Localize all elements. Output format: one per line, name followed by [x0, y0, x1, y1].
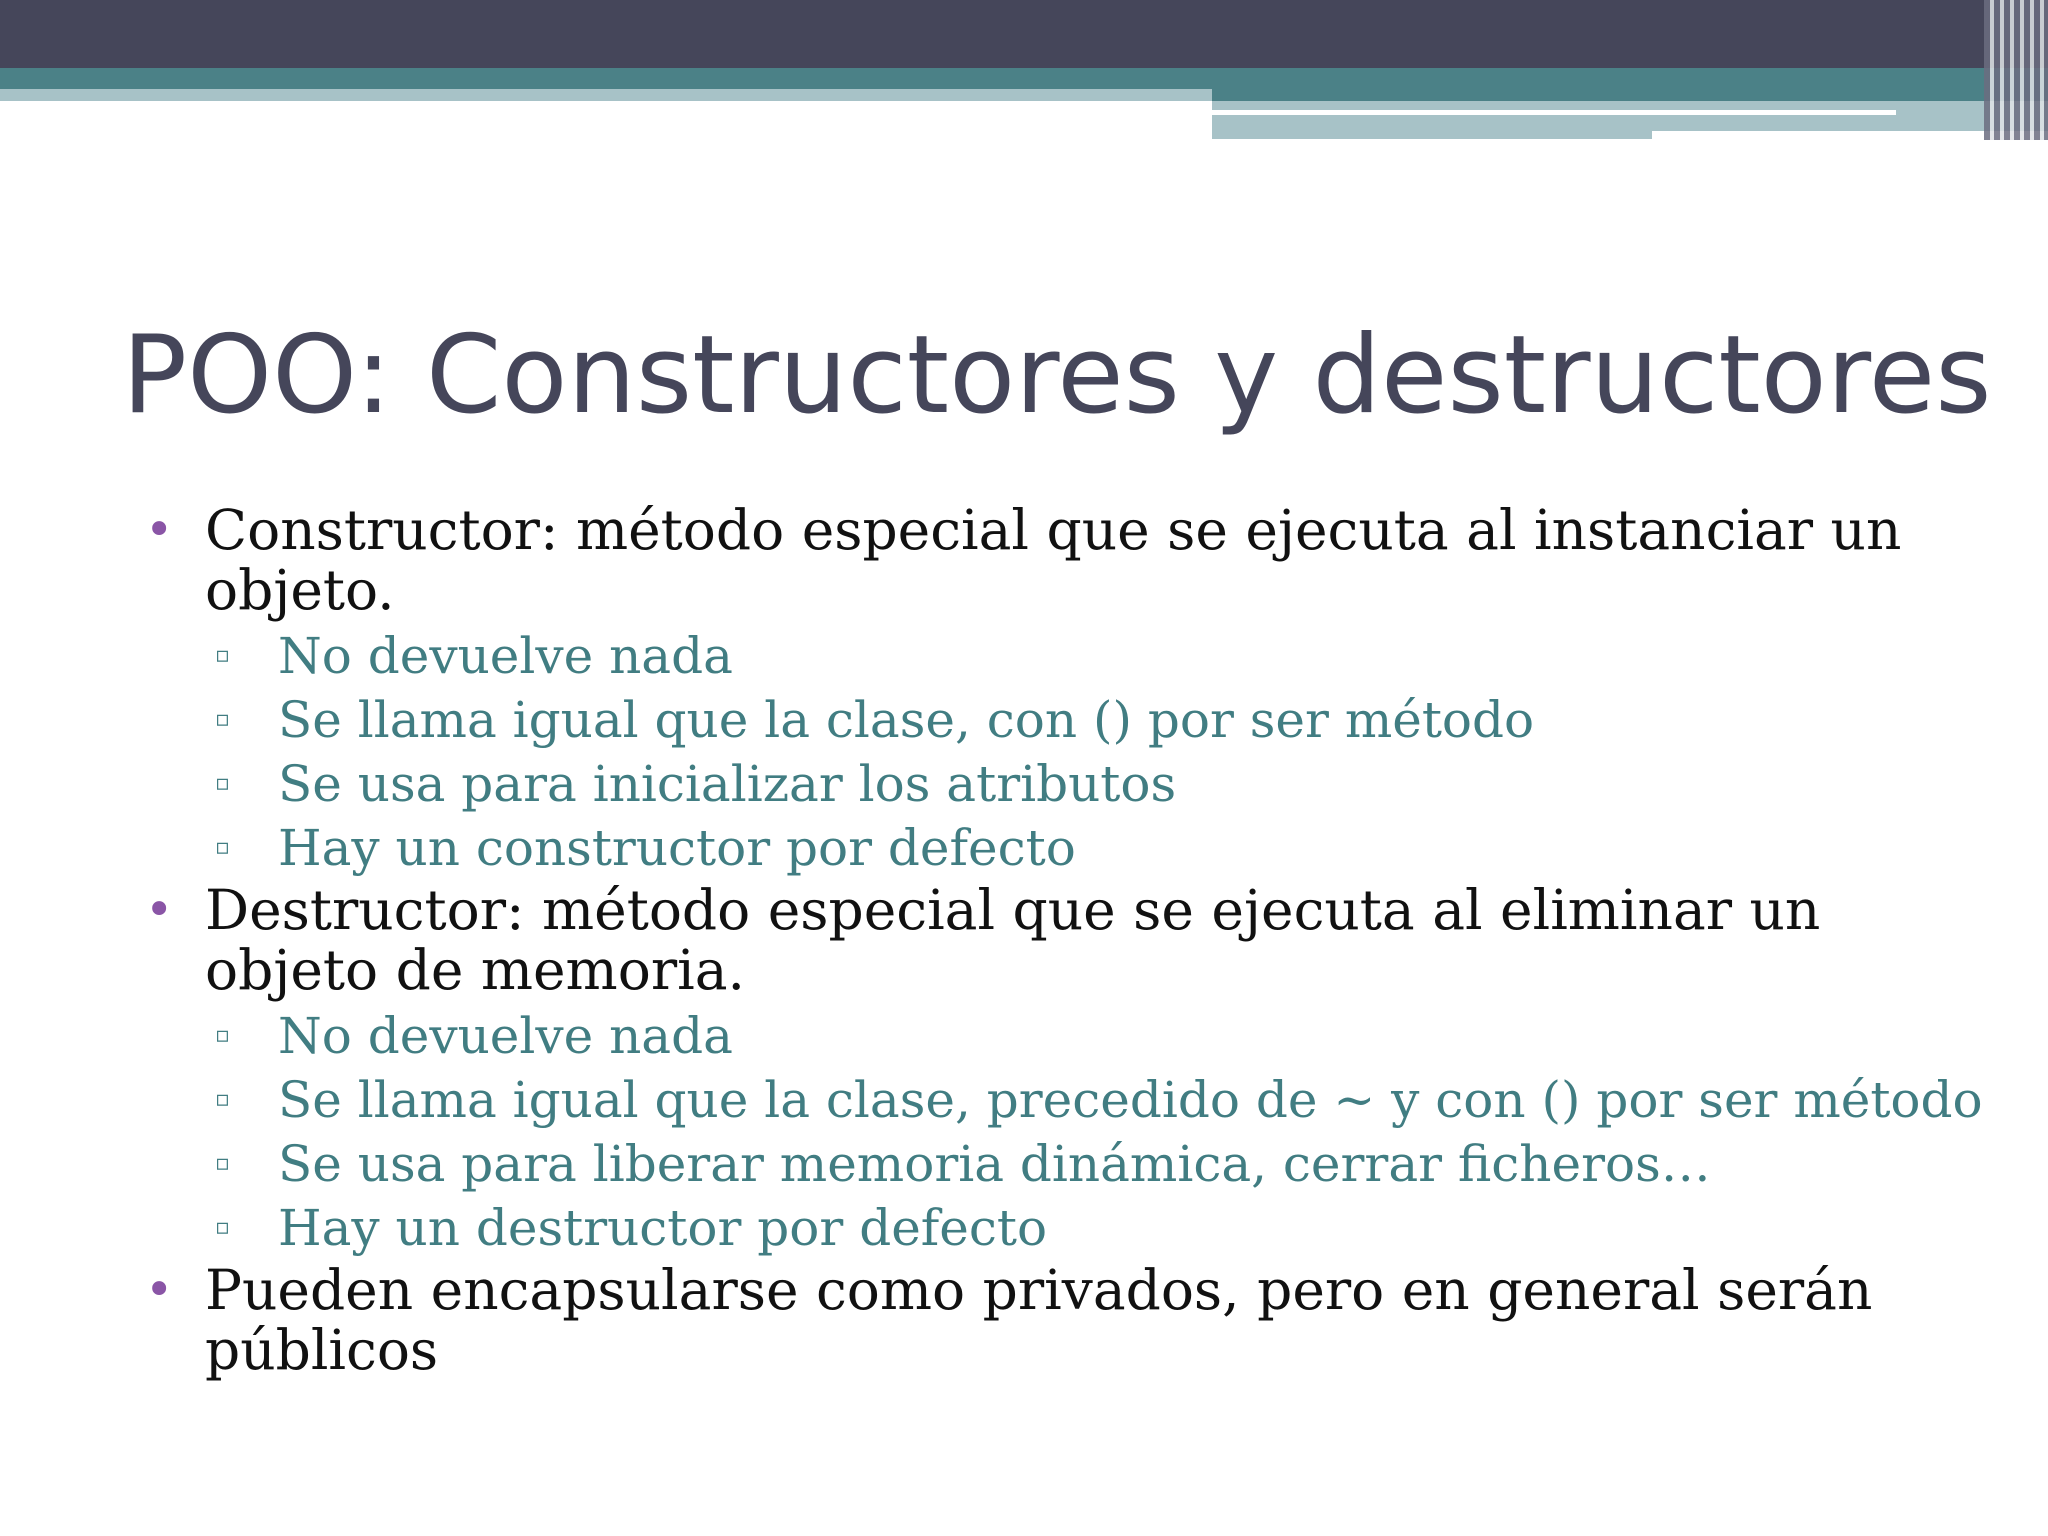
sub-bullet-item: [213, 1132, 1945, 1196]
sub-bullet-item: [213, 752, 1945, 816]
sub-bullet-item: [213, 688, 1945, 752]
square-bullet-icon: ▫: [215, 643, 230, 668]
bullet-text: Destructor: método especial que se ejecuta al eliminar un objeto de memoria.: [205, 878, 1821, 1002]
sub-bullet-text: No devuelve nada: [278, 1007, 733, 1065]
header-divider-line: [1212, 110, 1896, 115]
sub-bullet-text: Se llama igual que la clase, con () por ser método: [278, 691, 1535, 749]
sub-bullet-text: No devuelve nada: [278, 627, 733, 685]
square-bullet-icon: ▫: [215, 1215, 230, 1240]
square-bullet-icon: ▫: [215, 1023, 230, 1048]
sub-bullet-text: Hay un destructor por defecto: [278, 1199, 1048, 1257]
header-band-dark: [0, 0, 2048, 68]
bullet-dot-icon: •: [145, 502, 174, 558]
sub-bullet-item: [213, 1196, 1945, 1260]
header-band-teal-right: [1212, 89, 2048, 101]
bullet-text: Pueden encapsularse como privados, pero en general serán públicos: [205, 1258, 1873, 1382]
square-bullet-icon: ▫: [215, 771, 230, 796]
bullet-item: [145, 1260, 1945, 1380]
square-bullet-icon: ▫: [215, 1151, 230, 1176]
sub-bullet-text: Se usa para inicializar los atributos: [278, 755, 1177, 813]
square-bullet-icon: ▫: [215, 707, 230, 732]
bullet-dot-icon: •: [145, 1262, 174, 1318]
bullet-text: Constructor: método especial que se ejecuta al instanciar un objeto.: [205, 498, 1902, 622]
square-bullet-icon: ▫: [215, 1087, 230, 1112]
sub-bullet-text: Hay un constructor por defecto: [278, 819, 1076, 877]
slide-title: POO: Constructores y destructores: [122, 313, 1992, 438]
header-band-teal: [0, 68, 2048, 89]
square-bullet-icon: ▫: [215, 835, 230, 860]
bullet-list: [145, 498, 1983, 1382]
sub-bullet-text: Se llama igual que la clase, precedido de ~ y con () por ser método: [278, 1071, 1983, 1129]
bullet-dot-icon: •: [145, 882, 174, 938]
sub-bullet-item: [213, 816, 1945, 880]
header-band-light: [0, 89, 1212, 101]
bullet-item: [145, 500, 1945, 620]
sub-bullet-item: [213, 1068, 1983, 1132]
header-edge-stripes: [1984, 0, 2048, 140]
sub-bullet-item: [213, 624, 1945, 688]
sub-bullet-item: [213, 1004, 1945, 1068]
bullet-item: [145, 880, 1945, 1000]
sub-bullet-text: Se usa para liberar memoria dinámica, cerrar ficheros…: [278, 1135, 1711, 1193]
